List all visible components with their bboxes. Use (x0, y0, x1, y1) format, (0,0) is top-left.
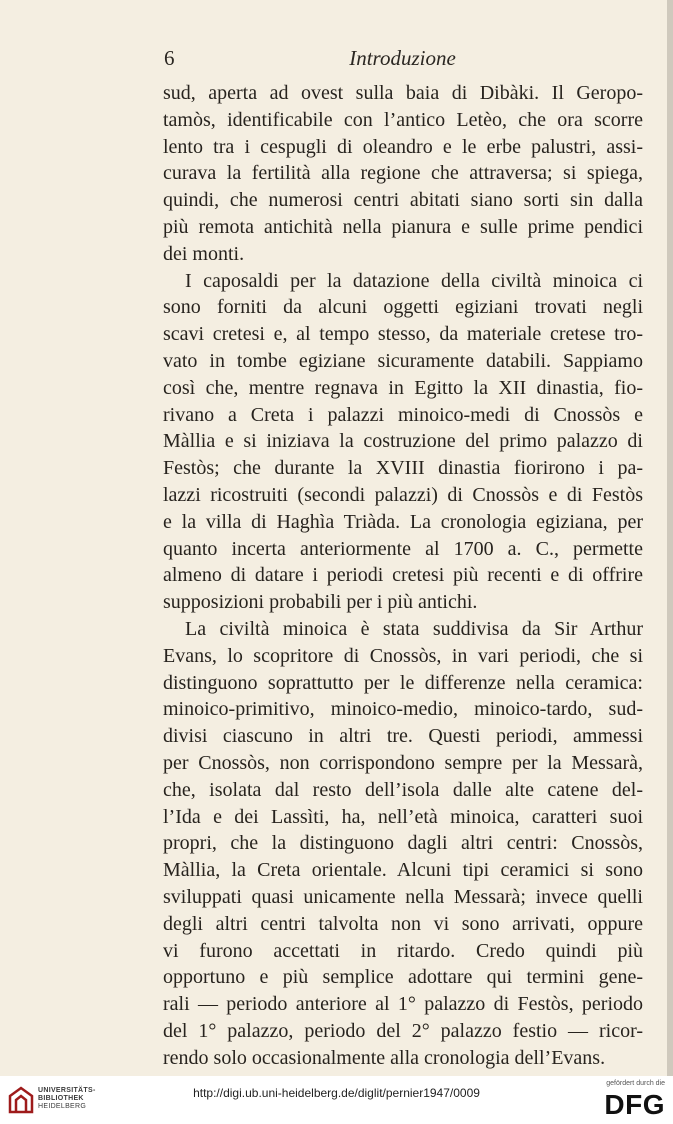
text-line: Festòs; che durante la XVIII dinastia fiorirono i pa- (163, 457, 643, 480)
text-line: dei monti. (163, 242, 245, 265)
text-line: quindi, che numerosi centri abitati siano sorti sin dalla (163, 189, 643, 212)
text-line: sono forniti da alcuni oggetti egiziani trovati negli (163, 296, 643, 319)
library-name-line: BIBLIOTHEK (38, 1095, 84, 1102)
text-line: lazzi ricostruiti (secondi palazzi) di Cnossòs e di Festòs (163, 483, 643, 506)
page-number: 6 (164, 46, 175, 70)
text-line: rendo solo occasionalmente alla cronologia dell’Evans. (163, 1046, 606, 1069)
viewer-footer (0, 1076, 673, 1124)
text-line: che, isolata dal resto dell’isola dalle alte catene del- (163, 778, 643, 801)
text-line: La civiltà minoica è stata suddivisa da Sir Arthur (185, 617, 643, 640)
permalink-url[interactable]: http://digi.ub.uni-heidelberg.de/diglit/pernier1947/0009 (193, 1086, 480, 1100)
text-line: divisi ciascuno in altri tre. Questi periodi, ammessi (163, 725, 643, 748)
text-line: almeno di datare i periodi cretesi più recenti e di offrire (163, 564, 643, 587)
text-line: Evans, lo scopritore di Cnossòs, in vari periodi, che si (163, 644, 643, 667)
text-line: supposizioni probabili per i più antichi. (163, 591, 478, 614)
text-line: vi furono accettati in ritardo. Credo quindi più (163, 939, 643, 962)
text-line: quanto incerta anteriormente al 1700 a. C., permette (163, 537, 643, 560)
text-line: minoico-primitivo, minoico-medio, minoico-tardo, sud- (163, 698, 643, 721)
text-line: vato in tombe egiziane sicuramente databili. Sappiamo (163, 349, 643, 372)
text-line: e la villa di Haghìa Triàda. La cronologia egiziana, per (163, 510, 643, 533)
text-line: I caposaldi per la datazione della civiltà minoica ci (185, 269, 643, 292)
body-text (163, 80, 643, 1071)
library-name-line: UNIVERSITÄTS- (38, 1087, 96, 1094)
text-line: tamòs, identificabile con l’antico Letèo, che ora scorre (163, 108, 643, 131)
text-line: curava la fertilità alla regione che attraversa; si spiega, (163, 162, 643, 185)
text-line: degli altri centri talvolta non vi sono arrivati, oppure (163, 912, 643, 935)
text-line: opportuno e più semplice adottare qui termini gene- (163, 966, 643, 989)
text-line: lento tra i cespugli di oleandro e le erbe palustri, assi- (163, 135, 643, 158)
text-line: più remota antichità nella pianura e sulle prime pendici (163, 215, 643, 238)
library-name-line: HEIDELBERG (38, 1103, 87, 1110)
text-line: l’Ida e dei Lassìti, ha, nell’età minoica, caratteri suoi (163, 805, 643, 828)
text-line: del 1° palazzo, periodo del 2° palazzo festio — ricor- (163, 1019, 643, 1042)
text-line: propri, che la distinguono dagli altri centri: Cnossòs, (163, 832, 643, 855)
funding-note: gefördert durch die (606, 1080, 665, 1087)
text-line: così che, mentre regnava in Egitto la XII dinastia, fio- (163, 376, 643, 399)
dfg-logo[interactable]: DFG (604, 1089, 665, 1120)
running-head (164, 46, 641, 74)
text-line: per Cnossòs, non corrispondono sempre per la Messarà, (163, 751, 643, 774)
text-line: sviluppati quasi unicamente nella Messarà; invece quelli (163, 885, 643, 908)
text-line: Màllia, la Creta orientale. Alcuni tipi ceramici si sono (163, 859, 643, 882)
page-edge-shadow (667, 0, 673, 1076)
text-line: rali — periodo anteriore al 1° palazzo di Festòs, periodo (163, 993, 643, 1016)
text-line: sud, aperta ad ovest sulla baia di Dibàki. Il Geropo- (163, 82, 643, 104)
text-line: distinguono soprattutto per le differenze nella ceramica: (163, 671, 643, 694)
text-line: scavi cretesi e, al tempo stesso, da materiale cretese tro- (163, 323, 643, 346)
text-line: rivano a Creta i palazzi minoico-medi di Cnossòs e (163, 403, 643, 426)
text-line: Màllia e si iniziava la costruzione del primo palazzo di (163, 430, 643, 453)
running-title: Introduzione (349, 46, 456, 70)
